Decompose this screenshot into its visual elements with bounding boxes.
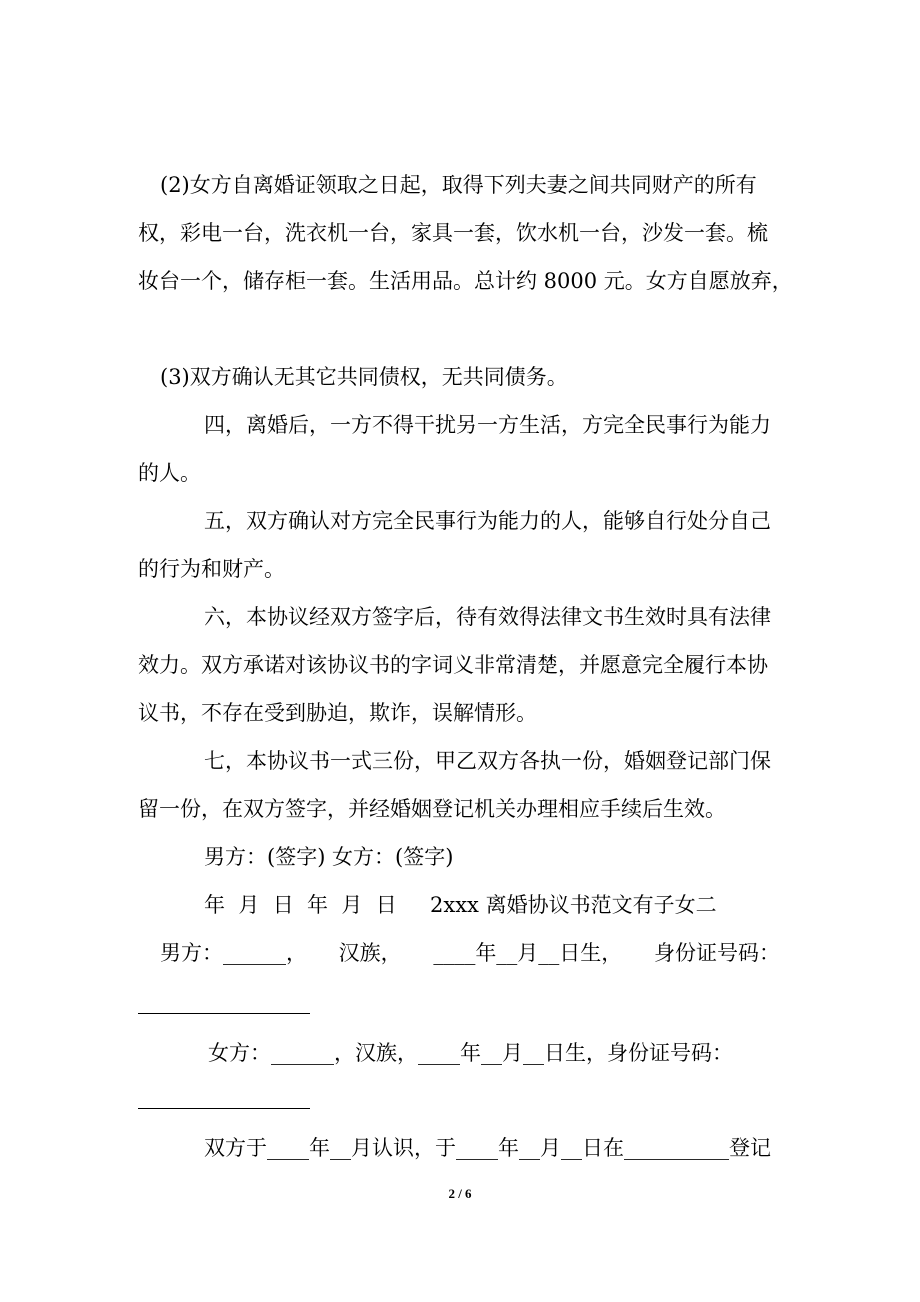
text-line: 权，彩电一台，洗衣机一台，家具一套，饮水机一台，沙发一套。梳 [138,221,768,245]
text-line: 效力。双方承诺对该协议书的字词义非常清楚，并愿意完全履行本协 [138,653,768,677]
text-line: 双方于____年__月认识，于____年__月__日在__________登记 [204,1136,771,1160]
male-id-blank-line [138,1013,310,1014]
male-party-id-label: 身份证号码： [653,941,780,965]
text-line: 妆台一个，储存柜一套。生活用品。总计约 8000 元。女方自愿放弃， [138,269,793,293]
date-placeholders: 年 月 日 年 月 日 [204,893,397,917]
male-party-line [160,938,780,968]
male-party-birthdate: ____年__月__日生， [433,941,623,965]
text-line: 七，本协议书一式三份，甲乙双方各执一份，婚姻登记部门保 [204,749,771,773]
male-party-name: 男方：______， [160,941,307,965]
page-number: 2 / 6 [448,1186,472,1201]
female-id-blank-line [138,1108,310,1109]
text-line: (3)双方确认无其它共同债权，无共同债务。 [160,365,568,389]
male-party-ethnicity: 汉族， [338,941,402,965]
section-title: 2xxx 离婚协议书范文有子女二 [430,893,717,917]
text-line: (2)女方自离婚证领取之日起，取得下列夫妻之间共同财产的所有 [160,173,757,197]
text-line: 议书，不存在受到胁迫，欺诈，误解情形。 [138,701,537,725]
text-line: 四，离婚后，一方不得干扰另一方生活，方完全民事行为能力 [204,413,771,437]
text-line: 六，本协议经双方签字后，待有效得法律文书生效时具有法律 [204,605,771,629]
text-line: 五，双方确认对方完全民事行为能力的人，能够自行处分自己 [204,509,771,533]
signature-labels: 男方：(签字) 女方：(签字) [204,845,454,869]
text-line: 女方：______，汉族，____年__月__日生，身份证号码： [208,1041,733,1065]
text-line: 的行为和财产。 [138,557,285,581]
text-line: 的人。 [138,461,201,485]
text-line: 留一份，在双方签字，并经婚姻登记机关办理相应手续后生效。 [138,797,726,821]
